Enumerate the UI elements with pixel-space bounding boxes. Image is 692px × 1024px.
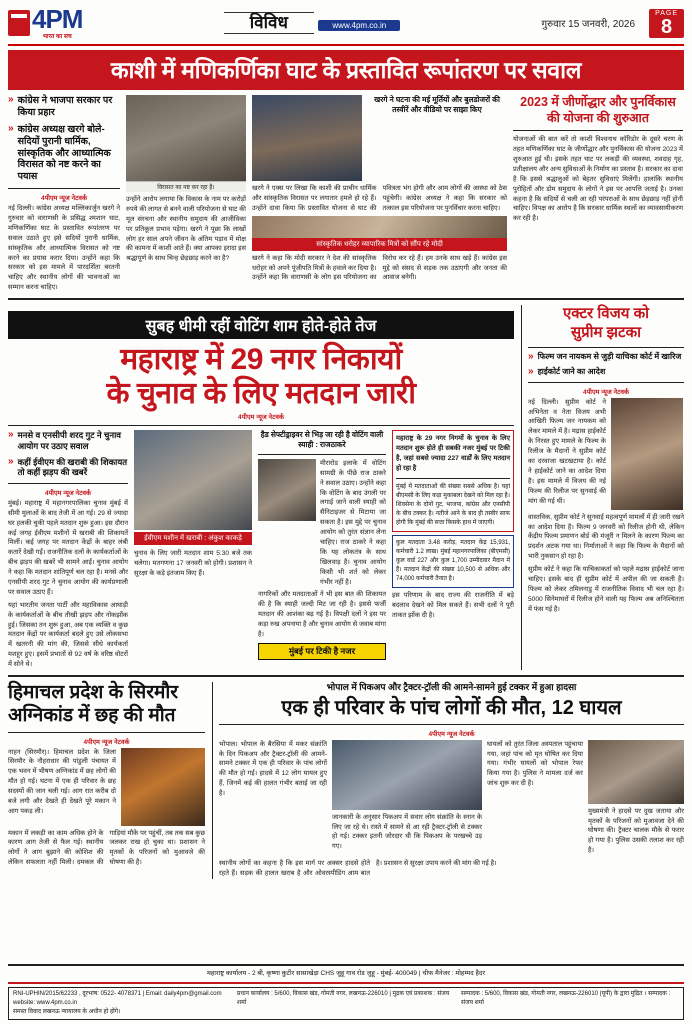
lead-midtext-1: उन्होंने आरोप लगाया कि विकास के नाम पर करोड़ों रुपये की लागत से बनने वाली परियोजना से घाट की मूल संरचना और स्थानीय समुदाय की आजीविका पर प्रतिकूल प्रभाव पड़ेगा। खरगे ने पूछा कि लाखों लोग हर साल अपने जीवन के अंतिम पड़ाव में मोक्ष की कामना में काशी आते हैं। क्या आपका इरादा इस श्रद्धापूर्ण के साथ चिन्ह छेड़छाड़ करने का है? xyxy=(126,196,246,263)
chevron-right-icon: » xyxy=(8,455,14,467)
list-item xyxy=(528,367,684,377)
bullet-text: मनसे व एनसीपी शरद गुट ने चुनाव आयोग पर उठाए सवाल xyxy=(17,430,122,451)
photo-accident-2 xyxy=(588,740,684,804)
divider xyxy=(258,454,386,455)
photo-kicker: खरगे ने घटना की मई मूर्तियों और बुलडोजरों की तस्वीरें और वीडियो पर साझा किए xyxy=(374,95,500,114)
divider xyxy=(8,675,684,677)
vijay-body-2: वास्तविक, सुप्रीम कोर्ट ने सुनवाई महत्वपूर्ण मामलों में ही जारी रखने का आदेश दिया है। फिल्म 9 जनवरी को रिलीज होनी थी, लेकिन केंद्रीय फिल्म प्रमाणन बोर्ड की मंजूरी न मिलने के कारण फिल्म का प्रदर्शन अटक गया था। निर्माताओं ने कहा कि फिल्म के मैदानों को भारी नुकसान हो रहा है। xyxy=(528,513,684,561)
divider xyxy=(219,724,684,725)
election-body: मुंबई। महाराष्ट्र में महानगरपालिका चुनाव मुंबई में सीमी मुलाओं के बाद तेजी में आ गई। 29 से ज्यादा घर हलकी चुकी पहले मतदान शुरू हुआ। इस दौरान कई जगह ईवीएम मशीनों में खराबी की शिकायतें मिलीं। कई जगह पर मतदान केंद्रों के बाहर लंबी कतारें देखी गईं। राजनीतिक दलों के कार्यकर्ताओं के बीच झड़प की खबरें भी सामने आईं। चुनाव आयोग ने कहा कि मतदान शांतिपूर्ण चल रहा है। मनसे और एनसीपी शरद गुट ने चुनाव आयोग की कार्यप्रणाली पर सवाल उठाए हैं। xyxy=(8,499,128,596)
bullet-text: फिल्म जन नायकम से जुड़ी याचिका कोर्ट में खारिज xyxy=(537,351,682,361)
bullet-text: कांग्रेस अध्यक्ष खरगे बोले- सदियों पुरानी धार्मिक, सांस्कृतिक और आध्यात्मिक विरासत को नष्ट करने का पयास xyxy=(17,123,111,183)
raj-body: मीरारोड इलाके में वोटिंग सामग्री के पीछे राज ठाकरे ने सवाल उठाए। उन्होंने कहा कि वोटिंग के बाद उंगली पर लगाई जाने वाली स्याही को सैनिटाइजर से मिटाया जा सकता है। इस मुद्दे पर चुनाव आयोग को तुरंत संज्ञान लेना चाहिए। राज ठाकरे ने कहा कि यह लोकतंत्र के साथ खिलवाड़ है। चुनाव आयोग किसी भी शर्त को लेकर गंभीर नहीं है। xyxy=(320,459,386,586)
divider xyxy=(528,347,684,348)
section-header xyxy=(82,12,541,34)
election-side-text: चुनाव के लिए जारी मतदान शाम 5:30 बजे तक चलेगा। मतगणना 17 जनवरी को होगी। प्रशासन ने सुरक्षा के कड़े इंतजाम किए हैं। xyxy=(134,550,252,578)
chevron-right-icon: » xyxy=(528,365,534,377)
lead-midtext-2: खरगे ने एक्स पर लिखा कि काशी की प्राचीन धार्मिक और सांस्कृतिक विरासत पर लगातार हमले हो रहे हैं। उन्होंने दावा किया कि प्रस्तावित योजना से घाट की पवित्रता भंग होगी और आम लोगों की आस्था को ठेस पहुंचेगी। कांग्रेस अध्यक्ष ने कहा कि सरकार को तत्काल इस परियोजना पर पुनर्विचार करना चाहिए। xyxy=(252,185,507,212)
divider xyxy=(8,732,205,733)
election-section xyxy=(8,305,514,670)
fire-headline-1: हिमाचल प्रदेश के सिरमौर xyxy=(8,681,179,703)
logo xyxy=(8,6,82,40)
page-number: 8 xyxy=(660,15,673,38)
footer xyxy=(8,964,684,1020)
divider xyxy=(513,130,683,131)
accident-col-5: स्थानीय लोगों का कहना है कि इस मार्ग पर अक्सर हादसे होते रहते हैं। सड़क की हालत खराब है और ओवरस्पीडिंग आम बात है। प्रशासन से सुरक्षा उपाय करने की मांग की गई है। xyxy=(219,860,497,877)
election-body-2: यहां भारतीय जनता पार्टी और महाविकास आघाड़ी के कार्यकर्ताओं के बीच तीखी झड़प और नोकझोंक हुई। जिसका तन शुरू हुआ, अब एक व्यक्ति व कुछ मतदान केंद्रों पर कार्यकर्ता बदले हुए उसे लोकसभा में खतरनी की मांग की, जिससे सीधे कार्यकर्ता मशहूर हुए। इसमें प्रभातों से 92 वर्ष के वरिष्ठ वोटरों में सोने थे। xyxy=(8,601,128,669)
logo-text: 4PM xyxy=(32,4,83,34)
divider xyxy=(8,188,120,189)
lead-bottom-text: खरगे ने कहा कि मोदी सरकार ने देश की सांस्कृतिक धरोहर को अपने पूंजीपति मित्रों के हवाले कर दिया है। उन्होंने कहा कि वाराणसी के लोग इस परियोजना का विरोध कर रहे हैं। हम उनके साथ खड़े हैं। कांग्रेस इस मुद्दे को संसद से सड़क तक उठाएगी और जनता की आवाज बनेगी। xyxy=(252,254,507,282)
election-numbers-box xyxy=(392,535,514,588)
lead-headline: काशी में मणिकर्णिका घाट के प्रस्तावित रूपांतरण पर सवाल xyxy=(8,50,684,90)
photo-raj-thackeray xyxy=(258,459,316,521)
byline: 4पीएम न्यूज नेटवर्क xyxy=(83,738,130,746)
list-item xyxy=(8,457,128,478)
fire-body-2: मकान में लकड़ी का काम अधिक होने के कारण आग तेजी से फैल गई। स्थानीय लोगों ने आग बुझाने की कोशिश की लेकिन सफलता नहीं मिली। दमकल की गाड़ियां मौके पर पहुंचीं, तब तक सब कुछ जलकर राख हो चुका था। प्रशासन ने मृतकों के परिजनों को मुआवजे की घोषणा की है। xyxy=(8,829,205,867)
footer-office-left: प्रधान कार्यालय : 5/600, विकास खंड, गोमती नगर, लखनऊ-226010 | मुद्रक एवं प्रकाशक : संजय शर्मा xyxy=(237,991,450,1006)
lead-center-column xyxy=(252,95,507,293)
edition-date: गुरुवार 15 जनवरी, 2026 xyxy=(541,19,636,30)
mumbai-focus-bar: मुंबई पर टिकी है नजर xyxy=(258,643,386,660)
accident-kicker: भोपाल में पिकअप और ट्रैक्टर-ट्रॉली की आमने-सामने हुई टक्कर में हुआ हादसा xyxy=(326,681,577,692)
vijay-body: नई दिल्ली। सुप्रीम कोर्ट ने अभिनेता व नेता विजय अभी आखिरी फिल्म जन नायकम को लेकर मामले में है। मद्रास हाईकोर्ट के निरस्त हुए मामले के फिल्म के रिलीज के मैदानों ने सुप्रीम कोर्ट का दरवाजा खटखटाया है। कोर्ट ने हाईकोर्ट जाने का आदेश दिया है। इस मामले में विजय की नई फिल्म की रिलीज पर सुनवाई की मांग की गई थी। xyxy=(528,398,606,505)
photo-accident xyxy=(332,740,482,810)
list-item xyxy=(8,430,128,451)
lead-story-grid xyxy=(8,95,684,293)
fire-body: नाहन (सिरमौर)। हिमाचल प्रदेश के जिला सिरमौर के नौहराधार की पांडुली पंचायत में एक भवन में भीषण अग्निकांड में छह लोगों की मौत हो गई। घटना में एक ही परिवार के छह सदस्यों की जान चली गई। आग रात करीब दो बजे लगी और देखते ही देखते पूरे मकान ने आग पकड़ ली। xyxy=(8,748,116,815)
vijay-headline-1: एक्टर विजय को xyxy=(563,305,649,323)
strip-caption: सांस्कृतिक धरोहर व्यापारिक मित्रों को सौंप रहे मोदी xyxy=(252,238,507,251)
divider xyxy=(528,382,684,383)
photo-kharge xyxy=(252,95,362,181)
byline: 4पीएम न्यूज नेटवर्क xyxy=(237,414,285,422)
stats-head: महाराष्ट्र के 29 नगर निगमों के चुनाव के लिए मतदान शुरू होते ही सबकी नजर मुंबई पर टिकी है, जहां सबसे ज्यादा 227 वार्डों के लिए मतदान हो रहा है xyxy=(396,435,510,472)
photo-voter xyxy=(134,430,252,530)
page-number-badge xyxy=(649,9,684,38)
stats-body: मुंबई में मतदाताओं की संख्या सबसे अधिक है। यहां बीएमसी के लिए कड़ा मुकाबला देखने को मिल रहा है। शिवसेना के दोनों गुट, भाजपा, कांग्रेस और एनसीपी के बीच टक्कर है। नतीजे आने के बाद ही तस्वीर साफ होगी कि मुंबई की सत्ता किसके हाथ में जाएगी। xyxy=(396,483,510,526)
divider xyxy=(8,298,684,300)
vijay-body-3: सुप्रीम कोर्ट ने कहा कि याचिकाकर्ता को पहले मद्रास हाईकोर्ट जाना चाहिए। इसके बाद ही सुप्रीम कोर्ट में अपील की जा सकती है। फिल्म को लेकर तमिलनाडु में राजनीतिक विवाद भी चल रहा है। 5000 सिनेमाघरों में रिलीज होने वाली यह फिल्म अब अनिश्चितता में फंस गई है। xyxy=(528,566,684,613)
footer-line-3: समस्त विवाद लखनऊ न्यायालय के अधीन हो होंगे। xyxy=(13,1009,121,1015)
masthead-right xyxy=(542,9,684,38)
photo-fire xyxy=(121,748,205,826)
divider xyxy=(8,982,684,984)
logo-flag-icon xyxy=(8,10,30,36)
footer-office-right: सम्पादक : 5/600, विकास खंड, गोमती नगर, लखनऊ-226010 (यूपी) के द्वारा मुद्रित । सम्पादक : संजय शर्मा xyxy=(461,991,671,1006)
chevron-right-icon: » xyxy=(528,350,534,362)
divider xyxy=(8,425,514,426)
accident-story xyxy=(212,682,684,879)
accident-col-2: जानकारी के अनुसार पिकअप में सवार लोग संक्रांति के स्नान के लिए जा रहे थे। रास्ते में सामने से आ रही ट्रैक्टर-ट्रॉली से टक्कर हो गई। टक्कर इतनी जोरदार थी कि पिकअप के परखच्चे उड़ गए। xyxy=(332,813,482,851)
bullet-text: कांग्रेस ने भाजपा सरकार पर किया प्रहार xyxy=(17,95,113,118)
masthead xyxy=(8,6,684,46)
footer-details xyxy=(8,987,684,1020)
photo-modi-strip xyxy=(252,216,507,238)
divider xyxy=(396,478,510,479)
raj-body-2: नागरिकों और मतदाताओं ने भी इस बात की शिकायत की है कि स्याही जल्दी मिट जा रही है। इससे फर्जी मतदान की आशंका बढ़ गई है। विपक्षी दलों ने इस पर कड़ा रुख अपनाया है और चुनाव आयोग से जवाब मांगा है। xyxy=(258,591,386,638)
fire-headline-2: अग्निकांड में छह की मौत xyxy=(8,704,176,726)
bullet-text: हाईकोर्ट जाने का आदेश xyxy=(537,366,606,376)
section-title: विविध xyxy=(224,12,314,34)
divider xyxy=(8,483,128,484)
accident-col-1: भोपाल। भोपाल के बैरसिया में मकर संक्रांति के दिन पिकअप और ट्रैक्टर-ट्रॉली की आमने-सामने टक्कर में एक ही परिवार के पांच लोगों की मौत हो गई। हादसे में 12 लोग घायल हुए हैं, जिनमें कई की हालत गंभीर बताई जा रही है। xyxy=(219,740,327,798)
footer-line-2: RNI-UPHIN/2015/62233 , दूरभाष: 0522- 4078371 | Email: daily4pm@gmail.com website: www.4pm.co.in xyxy=(13,991,222,1006)
byline: 4पीएम न्यूज नेटवर्क xyxy=(44,489,92,497)
photo-caption: विरासत का नष्ट कर रहा है। xyxy=(126,181,246,192)
fire-story xyxy=(8,682,205,879)
right-box-title: 2023 में जीर्णोद्धार और पुनर्विकास की योजना की शुरुआत xyxy=(520,95,676,125)
photo-ghat xyxy=(126,95,246,181)
raj-kicker: हैड सेफ्टीड्राइवर से भिड़ जा रही है वोटिंग वाली स्याही : राजठाकरे xyxy=(260,430,384,450)
lead-photo-column xyxy=(126,95,246,293)
byline: 4पीएम न्यूज नेटवर्क xyxy=(582,388,630,396)
page-label: PAGE xyxy=(655,9,678,17)
vijay-story xyxy=(521,305,684,670)
election-stats-box xyxy=(392,430,514,532)
bullet-text: कहीं ईवीएम की खराबी की शिकायत तो कहीं झड़प की खबरें xyxy=(17,456,128,478)
list-item xyxy=(8,95,120,119)
election-tail-2: इस परिणाम के बाद राज्य की राजनीति में बड़े बदलाव देखने को मिल सकते हैं। सभी दलों ने पूरी ताकत झोंक दी है। xyxy=(392,591,514,619)
accident-col-4: मुख्यमंत्री ने हादसे पर दुख जताया और मृतकों के परिजनों को मुआवजा देने की घोषणा की। ट्रैक्टर चालक मौके से फरार हो गया है। पुलिस उसकी तलाश कर रही है। xyxy=(588,807,684,855)
election-headline-1: महाराष्ट्र में 29 नगर निकायों xyxy=(120,343,402,377)
vijay-headline-2: सुप्रीम झटका xyxy=(570,323,641,341)
lead-body: नई दिल्ली। कांग्रेस अध्यक्ष मल्लिकार्जुन खरगे ने गुरुवार को वाराणसी के प्रसिद्ध श्मशान घाट, मणिकर्णिका घाट के प्रस्तावित रूपांतरण पर सवाल उठाते हुए इसे सदियों पुरानी धार्मिक, सांस्कृतिक और आध्यात्मिक विरासत को नष्ट करने का प्रयास करार दिया। उन्होंने कहा कि सरकार को इस मामले में पारदर्शिता बरतनी चाहिए और स्थानीय लोगों की भावनाओं का सम्मान करना चाहिए। xyxy=(8,205,120,292)
accident-headline: एक ही परिवार के पांच लोगों की मौत, 12 घायल xyxy=(281,696,622,719)
photo-vijay xyxy=(611,398,683,510)
chevron-right-icon: » xyxy=(8,429,14,441)
accident-col-3: घायलों को तुरंत जिला अस्पताल पहुंचाया गया, जहां पांच को मृत घोषित कर दिया गया। गंभीर घायलों को भोपाल रेफर किया गया है। पुलिस ने मामला दर्ज कर जांच शुरू कर दी है। xyxy=(487,740,583,788)
lead-right-box xyxy=(513,95,683,293)
election-band: सुबह धीमी रहीं वोटिंग शाम होते-होते तेज xyxy=(8,311,514,339)
chevron-right-icon: » xyxy=(8,94,14,105)
right-box-body: योजनाओं की बात करें तो काशी विश्वनाथ कॉरिडोर के दूसरे चरण के तहत मणिकर्णिका घाट के जीर्णोद्धार और पुनर्विकास की योजना 2023 में शुरुआत हुई थी। इसके तहत घाट पर लकड़ी की व्यवस्था, शवदाह गृह, प्रतीक्षालय और अन्य सुविधाओं के निर्माण का प्रस्ताव है। सरकार का दावा है कि इससे श्रद्धालुओं को बेहतर सुविधाएं मिलेंगी। हालांकि स्थानीय पुरोहितों और डोम समुदाय के लोगों ने इस पर आपत्ति जताई है। उनका कहना है कि सदियों से चली आ रही परंपराओं के साथ छेड़छाड़ नहीं होनी चाहिए। विपक्ष का आरोप है कि सरकार धार्मिक स्थलों का व्यावसायीकरण कर रही है। xyxy=(513,136,683,223)
list-item xyxy=(8,124,120,183)
footer-line-1: महाराष्ट्र कार्यालय - 2 बी, कृष्णा कुटीर सासाखेड़ा CHS जुहू गाव रोड जुहू - मुंबई- 400049 | चीफ मैनेजर : मोहम्मद हैदर xyxy=(206,970,486,978)
photo-caption: ईवीएम मशीन में खराबी : अंकुश काकड़े xyxy=(134,532,252,545)
byline: 4पीएम न्यूज नेटवर्क xyxy=(40,195,88,203)
chevron-right-icon: » xyxy=(8,122,14,134)
lead-left-column xyxy=(8,95,120,293)
list-item xyxy=(528,352,684,362)
stats-numbers: कुल मतदाता 3.48 करोड़, मतदान केंद्र 15,931, कर्मचारी 1.2 लाख। मुंबई महानगरपालिका (बीएमसी) कुल वार्ड 227 और कुल 1,700 उम्मीदवार मैदान में हैं। मतदान केंद्रों की संख्या 10,500 से अधिक और 74,000 कर्मचारी तैनात है। xyxy=(396,539,510,582)
website-url[interactable]: www.4pm.co.in xyxy=(318,20,400,31)
logo-tagline: भारत का सच xyxy=(42,34,72,40)
election-headline-2: के चुनाव के लिए मतदान जारी xyxy=(106,376,416,410)
byline: 4पीएम न्यूज नेटवर्क xyxy=(428,730,475,738)
